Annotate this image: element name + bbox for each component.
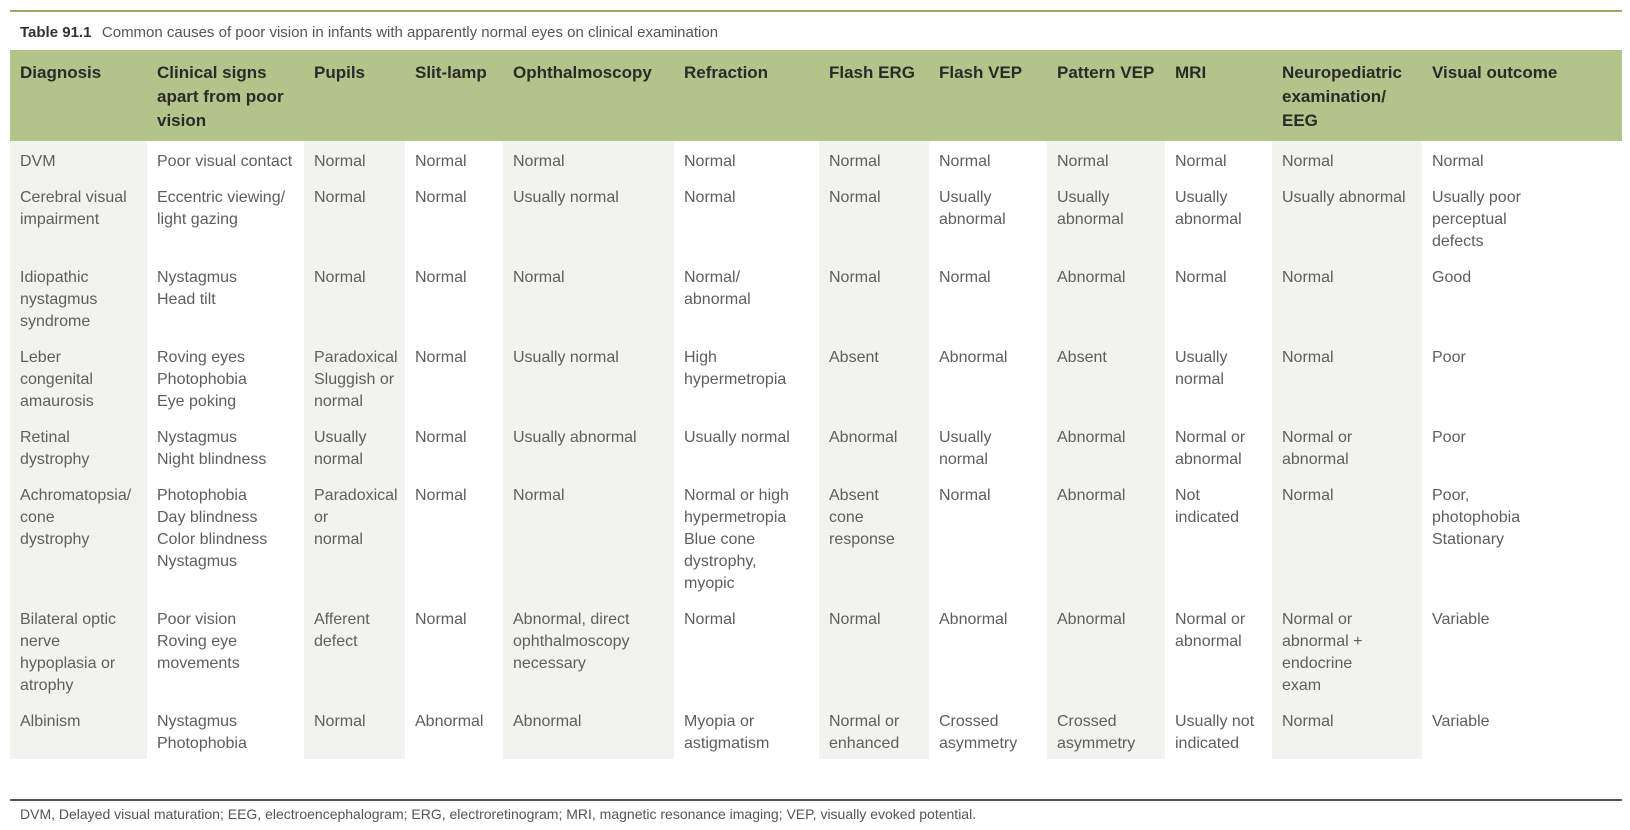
table-cell: Poor, photophobia Stationary [1422, 475, 1622, 599]
table-cell: Normal [503, 257, 674, 337]
table-cell: Normal [674, 141, 819, 177]
diagnosis-cell: DVM [10, 141, 147, 177]
table-cell: Normal [304, 141, 405, 177]
table-cell: Normal or high hypermetropia Blue cone dystrophy, myopic [674, 475, 819, 599]
table-row [10, 417, 1622, 475]
table-cell: Usually normal [1165, 337, 1272, 417]
table-cell: Usually normal [674, 417, 819, 475]
footnote: DVM, Delayed visual maturation; EEG, electroencephalogram; ERG, electroretinogram; MRI, magnetic resonance imaging; VEP, visually evoked potential. [20, 806, 977, 822]
column-header: Neuropediatric examination/ EEG [1272, 50, 1422, 141]
table-cell: Normal [929, 141, 1047, 177]
column-header: Visual outcome [1422, 50, 1622, 141]
table-cell: Normal [1047, 141, 1165, 177]
table-cell: Normal [405, 141, 503, 177]
causes-table [10, 50, 1622, 759]
table-cell: Nystagmus Night blindness [147, 417, 304, 475]
table-cell: Normal or abnormal + endocrine exam [1272, 599, 1422, 701]
table-cell: Normal [405, 475, 503, 599]
table-cell: Normal [819, 141, 929, 177]
table-cell: Normal [929, 475, 1047, 599]
table-cell: Normal or abnormal [1272, 417, 1422, 475]
table-cell: Roving eyes Photophobia Eye poking [147, 337, 304, 417]
table-cell: Poor vision Roving eye movements [147, 599, 304, 701]
diagnosis-cell: Bilateral optic nerve hypoplasia or atrophy [10, 599, 147, 701]
table-row [10, 141, 1622, 177]
table-cell: Paradoxical Sluggish or normal [304, 337, 405, 417]
diagnosis-cell: Retinal dystrophy [10, 417, 147, 475]
table-cell: Usually normal [304, 417, 405, 475]
table-cell: Normal [405, 257, 503, 337]
table-cell: Normal [1422, 141, 1622, 177]
table-cell: Normal [819, 257, 929, 337]
table-cell: Afferent defect [304, 599, 405, 701]
table-cell: Usually abnormal [929, 177, 1047, 257]
table-cell: Variable [1422, 599, 1622, 701]
table-cell: Not indicated [1165, 475, 1272, 599]
column-header: Pattern VEP [1047, 50, 1165, 141]
table-cell: Normal or enhanced [819, 701, 929, 759]
table-cell: Normal [1272, 337, 1422, 417]
table-cell: Normal [405, 177, 503, 257]
table-cell: Poor visual contact [147, 141, 304, 177]
table-cell: Normal [405, 599, 503, 701]
table-cell: Usually normal [929, 417, 1047, 475]
table-row [10, 701, 1622, 759]
diagnosis-cell: Achromatopsia/ cone dystrophy [10, 475, 147, 599]
table-cell: Abnormal [1047, 475, 1165, 599]
table-cell: High hypermetropia [674, 337, 819, 417]
table-cell: Absent cone response [819, 475, 929, 599]
table-caption [20, 20, 718, 46]
table-cell: Usually normal [503, 337, 674, 417]
table-cell: Normal [1272, 701, 1422, 759]
column-header: Flash VEP [929, 50, 1047, 141]
table-cell: Poor [1422, 337, 1622, 417]
diagnosis-cell: Leber congenital amaurosis [10, 337, 147, 417]
table-cell: Myopia or astigmatism [674, 701, 819, 759]
table-cell: Usually abnormal [1165, 177, 1272, 257]
bottom-rule [10, 799, 1622, 801]
table-cell: Normal [929, 257, 1047, 337]
column-header: Flash ERG [819, 50, 929, 141]
table-cell: Abnormal [929, 337, 1047, 417]
table-cell: Normal [819, 599, 929, 701]
table-cell: Abnormal [503, 701, 674, 759]
top-rule [10, 10, 1622, 12]
column-header: Ophthalmoscopy [503, 50, 674, 141]
table-cell: Usually not indicated [1165, 701, 1272, 759]
column-header: Diagnosis [10, 50, 147, 141]
diagnosis-cell: Albinism [10, 701, 147, 759]
table-cell: Eccentric viewing/ light gazing [147, 177, 304, 257]
table-cell: Normal [304, 701, 405, 759]
table-row [10, 599, 1622, 701]
table-number: Table 91.1 [20, 24, 92, 41]
table-cell: Normal [674, 177, 819, 257]
table-cell: Crossed asymmetry [1047, 701, 1165, 759]
table-cell: Abnormal [1047, 599, 1165, 701]
table-cell: Normal [1272, 475, 1422, 599]
table-cell: Paradoxical or normal [304, 475, 405, 599]
table-cell: Abnormal [1047, 417, 1165, 475]
table-cell: Abnormal, direct ophthalmoscopy necessary [503, 599, 674, 701]
table-row [10, 257, 1622, 337]
table-cell: Good [1422, 257, 1622, 337]
column-header: Refraction [674, 50, 819, 141]
table-cell: Normal [503, 141, 674, 177]
diagnosis-cell: Idiopathic nystagmus syndrome [10, 257, 147, 337]
table-cell: Usually poor perceptual defects [1422, 177, 1622, 257]
table-cell: Usually abnormal [503, 417, 674, 475]
table-cell: Photophobia Day blindness Color blindness Nystagmus [147, 475, 304, 599]
table-row [10, 337, 1622, 417]
table-cell: Abnormal [929, 599, 1047, 701]
table-cell: Variable [1422, 701, 1622, 759]
table-cell: Normal/ abnormal [674, 257, 819, 337]
header-row [10, 50, 1622, 141]
table-title: Common causes of poor vision in infants with apparently normal eyes on clinical examination [101, 24, 719, 41]
table-cell: Normal [405, 417, 503, 475]
table-cell: Normal or abnormal [1165, 417, 1272, 475]
table-cell: Abnormal [819, 417, 929, 475]
table-cell: Normal [1272, 141, 1422, 177]
table-cell: Normal [819, 177, 929, 257]
table-cell: Normal [304, 257, 405, 337]
table-cell: Crossed asymmetry [929, 701, 1047, 759]
table-row [10, 475, 1622, 599]
table-cell: Nystagmus Head tilt [147, 257, 304, 337]
table-cell: Normal [674, 599, 819, 701]
table-cell: Usually abnormal [1047, 177, 1165, 257]
table-cell: Normal or abnormal [1165, 599, 1272, 701]
column-header: Slit-lamp [405, 50, 503, 141]
table-cell: Normal [1165, 257, 1272, 337]
table-row [10, 177, 1622, 257]
table-cell: Abnormal [1047, 257, 1165, 337]
column-header: Pupils [304, 50, 405, 141]
table-cell: Poor [1422, 417, 1622, 475]
table-cell: Nystagmus Photophobia [147, 701, 304, 759]
table-cell: Normal [1272, 257, 1422, 337]
table-cell: Usually abnormal [1272, 177, 1422, 257]
table-cell: Normal [503, 475, 674, 599]
table-cell: Abnormal [405, 701, 503, 759]
table-cell: Normal [304, 177, 405, 257]
table-cell: Absent [1047, 337, 1165, 417]
table-cell: Usually normal [503, 177, 674, 257]
column-header: Clinical signs apart from poor vision [147, 50, 304, 141]
table-body [10, 141, 1622, 759]
table-cell: Normal [405, 337, 503, 417]
table-cell: Absent [819, 337, 929, 417]
table-cell: Normal [1165, 141, 1272, 177]
diagnosis-cell: Cerebral visual impairment [10, 177, 147, 257]
column-header: MRI [1165, 50, 1272, 141]
